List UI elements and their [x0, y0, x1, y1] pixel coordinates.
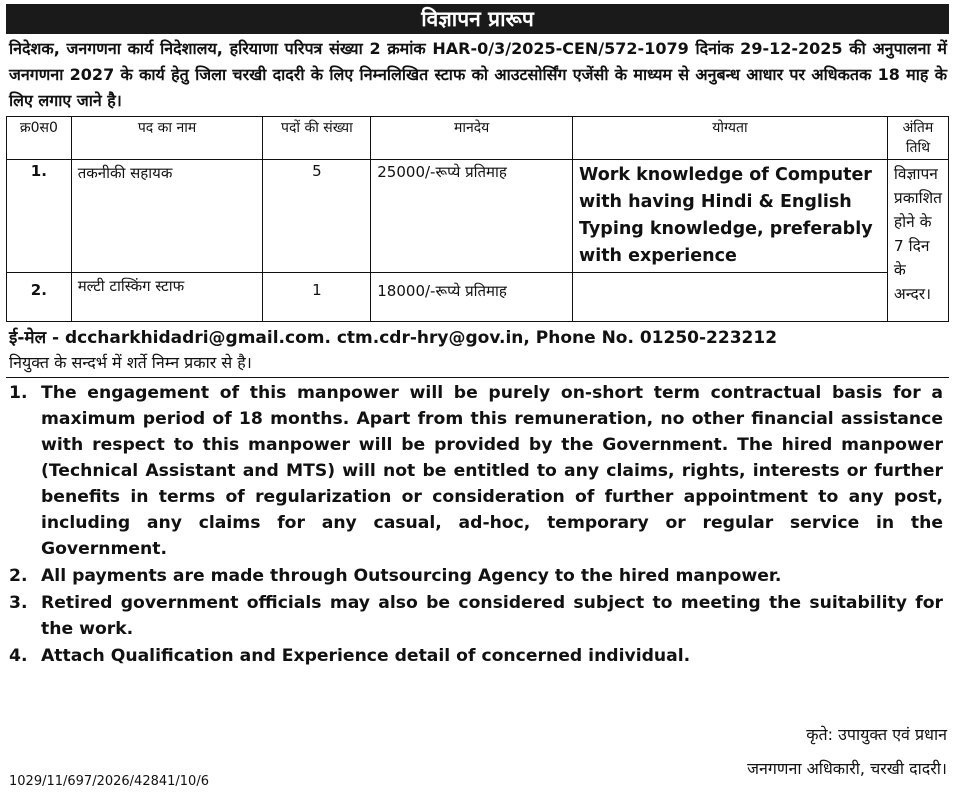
- row-post-name: तकनीकी सहायक: [71, 160, 263, 273]
- row-serial: 2.: [7, 273, 72, 322]
- table-row: [7, 160, 949, 273]
- term-text: Attach Qualification and Experience detail of concerned individual.: [41, 646, 691, 666]
- header-serial: क्र0स0: [7, 117, 72, 160]
- row-serial: 1.: [7, 160, 72, 273]
- last-date-cell: विज्ञापन प्रकाशित होने के 7 दिन के अन्दर।: [887, 160, 948, 322]
- term-text: Retired government officials may also be considered subject to meeting the suitability for the work.: [41, 593, 943, 639]
- qualification-cell: Work knowledge of Computer with having Hindi & English Typing knowledge, preferably with experience: [573, 160, 888, 273]
- terms-list: [6, 378, 949, 669]
- list-item: [6, 563, 947, 589]
- list-item: [6, 590, 947, 642]
- table-row: [7, 273, 949, 322]
- header-last-date: अंतिम तिथि: [887, 117, 948, 160]
- empty-cell: [573, 273, 888, 322]
- list-item: [6, 643, 947, 669]
- terms-intro: नियुक्त के सन्दर्भ में शर्ते निम्न प्रकार से है।: [9, 353, 252, 372]
- posts-table: [6, 116, 949, 322]
- header-qualification: योग्यता: [573, 117, 888, 160]
- row-honorarium: 18000/-रूप्ये प्रतिमाह: [371, 273, 573, 322]
- term-number: 3.: [9, 593, 28, 613]
- table-header-row: [7, 117, 949, 160]
- header-post-count: पदों की संख्या: [263, 117, 371, 160]
- signature-line-1: कृते: उपायुक्त एवं प्रधान: [806, 725, 947, 744]
- reference-number: 1029/11/697/2026/42841/10/6: [9, 774, 209, 789]
- advertisement-title: विज्ञापन प्रारूप: [6, 4, 949, 34]
- term-number: 2.: [9, 566, 28, 586]
- row-post-count: 5: [263, 160, 371, 273]
- signature-line-2: जनगणना अधिकारी, चरखी दादरी।: [747, 759, 947, 778]
- row-post-name: मल्टी टास्किंग स्टाफ: [71, 273, 263, 322]
- header-honorarium: मानदेय: [371, 117, 573, 160]
- term-number: 4.: [9, 646, 28, 666]
- term-number: 1.: [9, 383, 28, 403]
- intro-paragraph: निदेशक, जनगणना कार्य निदेशालय, हरियाणा परिपत्र संख्या 2 क्रमांक HAR-0/3/2025-CEN/572-1079 दिनांक 29-12-2025 की अनुपालना में जनगणना 2027 के कार्य हेतु जिला चरखी दादरी के लिए निम्नलिखित स्टाफ को आउटसोर्सिंग एजेंसी के माध्यम से अनुबन्ध आधार पर अधिकतक 18 माह के लिए लगाए जाने है।: [9, 39, 947, 110]
- row-post-count: 1: [263, 273, 371, 322]
- header-post-name: पद का नाम: [71, 117, 263, 160]
- contact-line: ई-मेल - dccharkhidadri@gmail.com. ctm.cdr-hry@gov.in, Phone No. 01250-223212: [9, 328, 778, 348]
- signature-block: [747, 718, 947, 786]
- term-text: The engagement of this manpower will be purely on-short term contractual basis for a maximum period of 18 months. Apart from this remuneration, no other financial assistance with respect to this manpower will be provided by the Government. The hired manpower (Technical Assistant and MTS) will not be entitled to any claims, rights, interests or further benefits in terms of regularization or consideration of further appointment to any post, including any claims for any casual, ad-hoc, temporary or regular service in the Government.: [41, 383, 943, 559]
- list-item: [6, 380, 947, 562]
- term-text: All payments are made through Outsourcing Agency to the hired manpower.: [41, 566, 782, 586]
- row-honorarium: 25000/-रूप्ये प्रतिमाह: [371, 160, 573, 273]
